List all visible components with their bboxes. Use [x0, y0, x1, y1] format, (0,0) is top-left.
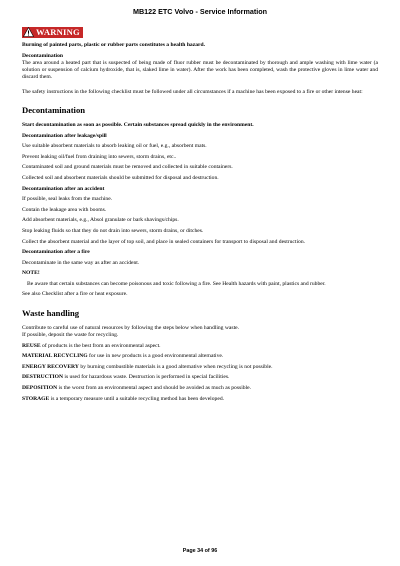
accident-item: Contain the leakage area with booms. — [22, 206, 107, 213]
warning-triangle-icon — [23, 27, 34, 37]
page-content — [22, 24, 378, 403]
waste-item-text: is a temporary measure until a suitable recycling method has been developed. — [49, 395, 225, 402]
see-also-text: See also Checklist after a fire or heat exposure. — [22, 291, 128, 298]
accident-item: Add absorbent materials, e.g., Absol granulate or bark shavings/chips. — [22, 217, 179, 224]
decontamination-heading: Decontamination — [22, 104, 86, 115]
waste-item-text: is the worst from an environmental aspect and should be avoided as much as possible. — [57, 385, 251, 392]
leak-item: Prevent leaking oil/fuel from draining into sewers, storm drains, etc.. — [22, 153, 177, 160]
page-footer: Page 34 of 96 — [182, 548, 218, 554]
waste-item-term: REUSE — [22, 342, 41, 349]
waste-intro: Contribute to careful use of natural resources by following the steps below when handling waste. — [22, 324, 240, 331]
warning-checklist-text: The safety instructions in the following checklist must be followed under all circumstances if a machine has been exposed to a fire or other intense heat: — [22, 88, 363, 95]
decontamination-intro: Start decontamination as soon as possible. Certain substances spread quickly in the environment. — [22, 121, 254, 128]
waste-item-term: STORAGE — [22, 395, 50, 402]
waste-item — [22, 364, 378, 371]
waste-item — [22, 343, 378, 350]
note-label: NOTE! — [22, 270, 40, 277]
note-text: Be aware that certain substances can become poisonous and toxic following a fire. See Health hazards with paint, plastics and rubber. — [27, 280, 326, 287]
fire-text: Decontaminate in the same way as after an accident. — [22, 259, 140, 266]
leak-item: Contaminated soil and ground materials must be removed and collected in suitable containers. — [22, 164, 233, 171]
warning-banner — [22, 27, 83, 38]
waste-item — [22, 385, 378, 392]
waste-item — [22, 353, 378, 360]
accident-item: Stop leaking fluids so that they do not drain into sewers, storm drains, or ditches. — [22, 227, 204, 234]
waste-item-text: for use in new products is a good environmental alternative. — [87, 353, 224, 360]
waste-item-text: by burning combustible materials is a good alternative when recycling is not possible. — [78, 363, 273, 370]
waste-item — [22, 374, 378, 381]
leak-heading: Decontamination after leakage/spill — [22, 132, 107, 139]
accident-heading: Decontamination after an accident — [22, 185, 105, 192]
warning-subtitle: Burning of painted parts, plastic or rubber parts constitutes a health hazard. — [22, 42, 206, 48]
waste-item-text: of products is the best from an environmental aspect. — [40, 342, 161, 349]
leak-item: Collected soil and absorbent materials should be submitted for disposal and destruction. — [22, 174, 219, 181]
waste-item-text: is used for hazardous waste. Destruction is performed in special facilities. — [63, 374, 230, 381]
accident-item: If possible, seal leaks from the machine. — [22, 196, 113, 203]
warning-decon-text: The area around a heated part that is suspected of being made of fluor rubber must be decontaminated by thorough and ample washing with lime water (a solution or suspension of calcium hydroxide, that is, slaked lime in water). After the work has been completed, wash the protective gloves in lime water and discard them. — [22, 59, 378, 81]
waste-heading: Waste handling — [22, 307, 80, 318]
waste-item-term: DEPOSITION — [22, 385, 58, 392]
warning-decon-heading: Decontamination — [22, 52, 64, 59]
waste-item — [22, 396, 378, 403]
accident-item: Collect the absorbent material and the layer of top soil, and place in sealed containers for transport to disposal and destruction. — [22, 238, 306, 245]
waste-item-term: DESTRUCTION — [22, 374, 64, 381]
waste-item-term: ENERGY RECOVERY — [22, 363, 79, 370]
page-header: MB122 ETC Volvo - Service Information — [132, 7, 268, 16]
waste-intro-2: If possible, deposit the waste for recycling. — [22, 332, 119, 339]
waste-item-term: MATERIAL RECYCLING — [22, 353, 88, 360]
warning-label: WARNING — [36, 27, 80, 37]
fire-heading: Decontamination after a fire — [22, 249, 90, 256]
leak-item: Use suitable absorbent materials to absorb leaking oil or fuel, e.g., absorbent mats. — [22, 143, 207, 150]
